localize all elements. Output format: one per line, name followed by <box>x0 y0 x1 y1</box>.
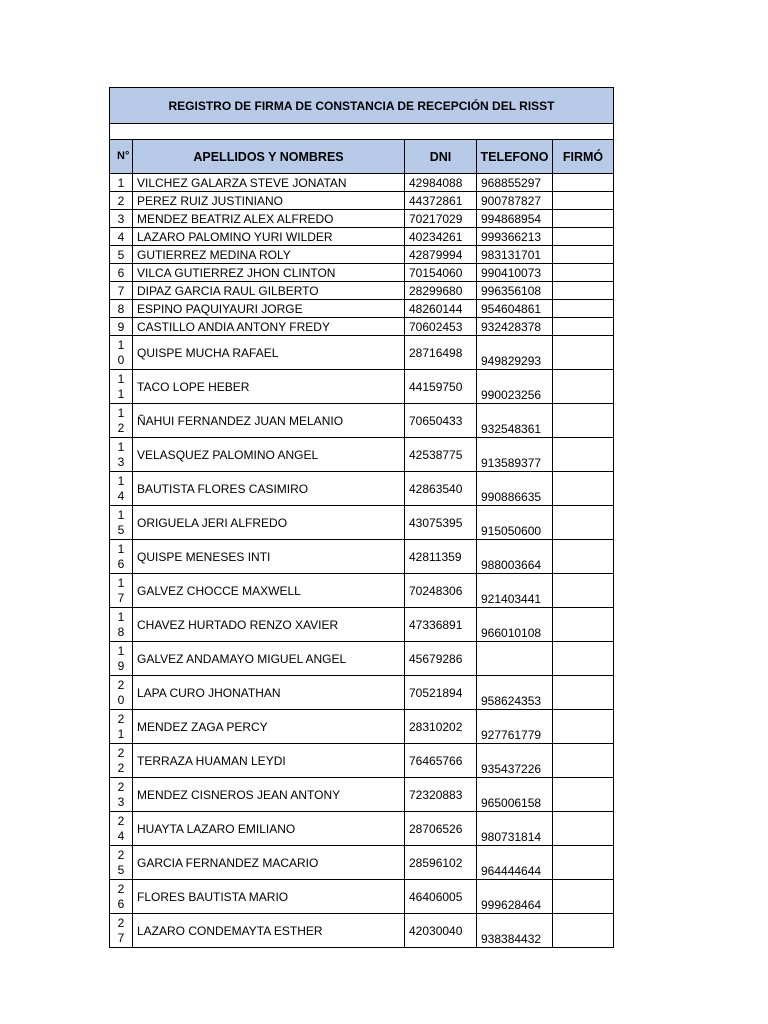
row-number-label: 26 <box>117 881 125 911</box>
row-dni: 28706526 <box>405 812 477 846</box>
row-name: QUISPE MENESES INTI <box>133 540 405 574</box>
row-number-label: 11 <box>117 371 125 401</box>
table-row <box>110 438 614 472</box>
row-signature <box>553 228 614 246</box>
table-row <box>110 540 614 574</box>
table-row <box>110 210 614 228</box>
row-dni: 28716498 <box>405 336 477 370</box>
row-number <box>110 282 133 300</box>
row-signature <box>553 282 614 300</box>
row-number <box>110 710 133 744</box>
table-row <box>110 318 614 336</box>
row-name: VILCHEZ GALARZA STEVE JONATAN <box>133 174 405 192</box>
row-phone: 966010108 <box>477 608 553 642</box>
row-number-label: 4 <box>117 229 125 244</box>
row-dni: 70650433 <box>405 404 477 438</box>
row-phone: 994868954 <box>477 210 553 228</box>
row-name: TERRAZA HUAMAN LEYDI <box>133 744 405 778</box>
row-number <box>110 540 133 574</box>
row-number-label: 24 <box>117 813 125 843</box>
row-dni: 42879994 <box>405 246 477 264</box>
table-row <box>110 676 614 710</box>
table-row <box>110 192 614 210</box>
row-signature <box>553 404 614 438</box>
row-phone: 954604861 <box>477 300 553 318</box>
row-number-label: 17 <box>117 575 125 605</box>
row-signature <box>553 880 614 914</box>
row-signature <box>553 914 614 948</box>
row-phone: 964444644 <box>477 846 553 880</box>
row-dni: 42863540 <box>405 472 477 506</box>
row-signature <box>553 846 614 880</box>
row-phone: 980731814 <box>477 812 553 846</box>
row-dni: 44372861 <box>405 192 477 210</box>
row-phone: 965006158 <box>477 778 553 812</box>
row-phone: 990410073 <box>477 264 553 282</box>
row-number-label: 15 <box>117 507 125 537</box>
row-number-label: 21 <box>117 711 125 741</box>
row-phone: 935437226 <box>477 744 553 778</box>
row-number-label: 6 <box>117 265 125 280</box>
row-signature <box>553 642 614 676</box>
table-title: REGISTRO DE FIRMA DE CONSTANCIA DE RECEPCIÓN DEL RISST <box>110 88 614 124</box>
spacer-row <box>110 124 614 140</box>
header-name: APELLIDOS Y NOMBRES <box>133 140 405 174</box>
row-signature <box>553 300 614 318</box>
row-phone: 996356108 <box>477 282 553 300</box>
row-number <box>110 174 133 192</box>
row-number <box>110 812 133 846</box>
table-row <box>110 880 614 914</box>
row-number <box>110 404 133 438</box>
registry-table <box>109 87 614 948</box>
row-signature <box>553 608 614 642</box>
row-signature <box>553 192 614 210</box>
row-name: LAZARO PALOMINO YURI WILDER <box>133 228 405 246</box>
table-row <box>110 506 614 540</box>
row-dni: 28310202 <box>405 710 477 744</box>
row-number <box>110 370 133 404</box>
row-name: HUAYTA LAZARO EMILIANO <box>133 812 405 846</box>
row-number-label: 12 <box>117 405 125 435</box>
row-name: GARCIA FERNANDEZ MACARIO <box>133 846 405 880</box>
row-number <box>110 228 133 246</box>
row-phone: 913589377 <box>477 438 553 472</box>
table-row <box>110 246 614 264</box>
row-dni: 48260144 <box>405 300 477 318</box>
row-number <box>110 336 133 370</box>
row-signature <box>553 370 614 404</box>
row-number <box>110 608 133 642</box>
row-signature <box>553 744 614 778</box>
row-signature <box>553 574 614 608</box>
row-dni: 44159750 <box>405 370 477 404</box>
row-phone: 999628464 <box>477 880 553 914</box>
row-name: TACO LOPE HEBER <box>133 370 405 404</box>
row-phone: 983131701 <box>477 246 553 264</box>
header-num <box>110 140 133 174</box>
row-number <box>110 676 133 710</box>
row-phone: 949829293 <box>477 336 553 370</box>
row-phone: 915050600 <box>477 506 553 540</box>
row-dni: 70602453 <box>405 318 477 336</box>
header-phone: TELEFONO <box>477 140 553 174</box>
row-name: LAPA CURO JHONATHAN <box>133 676 405 710</box>
row-name: GALVEZ ANDAMAYO MIGUEL ANGEL <box>133 642 405 676</box>
row-number <box>110 192 133 210</box>
row-signature <box>553 506 614 540</box>
row-number-label: 10 <box>117 337 125 367</box>
row-number <box>110 846 133 880</box>
row-number <box>110 642 133 676</box>
table-row <box>110 370 614 404</box>
row-number-label: 5 <box>117 247 125 262</box>
row-signature <box>553 264 614 282</box>
row-signature <box>553 318 614 336</box>
row-number-label: 27 <box>117 915 125 945</box>
table-row <box>110 336 614 370</box>
row-number-label: 16 <box>117 541 125 571</box>
row-signature <box>553 246 614 264</box>
table-row <box>110 472 614 506</box>
table-row <box>110 264 614 282</box>
row-number-label: 20 <box>117 677 125 707</box>
row-name: ORIGUELA JERI ALFREDO <box>133 506 405 540</box>
row-number <box>110 318 133 336</box>
row-number <box>110 472 133 506</box>
row-dni: 70154060 <box>405 264 477 282</box>
row-phone: 990023256 <box>477 370 553 404</box>
table-row <box>110 846 614 880</box>
row-name: DIPAZ GARCIA RAUL GILBERTO <box>133 282 405 300</box>
row-number-label: 1 <box>117 175 125 190</box>
row-dni: 42030040 <box>405 914 477 948</box>
title-row <box>110 88 614 124</box>
row-number-label: 14 <box>117 473 125 503</box>
row-number-label: 18 <box>117 609 125 639</box>
row-dni: 70248306 <box>405 574 477 608</box>
row-phone: 927761779 <box>477 710 553 744</box>
row-number-label: 19 <box>117 643 125 673</box>
row-phone: 921403441 <box>477 574 553 608</box>
table-row <box>110 710 614 744</box>
header-dni: DNI <box>405 140 477 174</box>
header-num-label: N° <box>117 150 130 162</box>
row-name: FLORES BAUTISTA MARIO <box>133 880 405 914</box>
row-phone: 990886635 <box>477 472 553 506</box>
row-name: VELASQUEZ PALOMINO ANGEL <box>133 438 405 472</box>
row-signature <box>553 210 614 228</box>
table-row <box>110 282 614 300</box>
table-row <box>110 574 614 608</box>
row-number-label: 25 <box>117 847 125 877</box>
table-row <box>110 608 614 642</box>
row-phone: 968855297 <box>477 174 553 192</box>
row-signature <box>553 540 614 574</box>
table-row <box>110 174 614 192</box>
row-phone: 932548361 <box>477 404 553 438</box>
row-number-label: 7 <box>117 283 125 298</box>
row-dni: 28299680 <box>405 282 477 300</box>
row-dni: 42811359 <box>405 540 477 574</box>
table-row <box>110 642 614 676</box>
row-signature <box>553 174 614 192</box>
row-number <box>110 574 133 608</box>
row-number <box>110 914 133 948</box>
row-phone <box>477 642 553 676</box>
row-phone: 900787827 <box>477 192 553 210</box>
row-name: CASTILLO ANDIA ANTONY FREDY <box>133 318 405 336</box>
row-phone: 988003664 <box>477 540 553 574</box>
row-phone: 938384432 <box>477 914 553 948</box>
row-number <box>110 246 133 264</box>
row-number <box>110 210 133 228</box>
row-dni: 76465766 <box>405 744 477 778</box>
row-dni: 47336891 <box>405 608 477 642</box>
table-row <box>110 778 614 812</box>
row-signature <box>553 676 614 710</box>
row-dni: 42984088 <box>405 174 477 192</box>
spacer-cell <box>110 124 614 140</box>
table-row <box>110 744 614 778</box>
row-signature <box>553 778 614 812</box>
row-number-label: 2 <box>117 193 125 208</box>
row-signature <box>553 336 614 370</box>
row-name: VILCA GUTIERREZ JHON CLINTON <box>133 264 405 282</box>
row-number-label: 22 <box>117 745 125 775</box>
row-name: GALVEZ CHOCCE MAXWELL <box>133 574 405 608</box>
row-number <box>110 300 133 318</box>
row-dni: 45679286 <box>405 642 477 676</box>
row-number <box>110 880 133 914</box>
table-row <box>110 812 614 846</box>
row-name: GUTIERREZ MEDINA ROLY <box>133 246 405 264</box>
row-signature <box>553 710 614 744</box>
row-name: ESPINO PAQUIYAURI JORGE <box>133 300 405 318</box>
row-number <box>110 438 133 472</box>
row-signature <box>553 438 614 472</box>
row-phone: 999366213 <box>477 228 553 246</box>
table-row <box>110 228 614 246</box>
row-number-label: 9 <box>117 319 125 334</box>
row-phone: 932428378 <box>477 318 553 336</box>
row-name: ÑAHUI FERNANDEZ JUAN MELANIO <box>133 404 405 438</box>
row-number <box>110 506 133 540</box>
row-name: MENDEZ CISNEROS JEAN ANTONY <box>133 778 405 812</box>
row-dni: 28596102 <box>405 846 477 880</box>
row-name: BAUTISTA FLORES CASIMIRO <box>133 472 405 506</box>
row-name: MENDEZ BEATRIZ ALEX ALFREDO <box>133 210 405 228</box>
row-number <box>110 264 133 282</box>
row-dni: 70521894 <box>405 676 477 710</box>
row-name: MENDEZ ZAGA PERCY <box>133 710 405 744</box>
header-signed: FIRMÓ <box>553 140 614 174</box>
row-name: CHAVEZ HURTADO RENZO XAVIER <box>133 608 405 642</box>
row-number-label: 8 <box>117 301 125 316</box>
row-name: LAZARO CONDEMAYTA ESTHER <box>133 914 405 948</box>
header-row <box>110 140 614 174</box>
row-dni: 72320883 <box>405 778 477 812</box>
row-name: PEREZ RUIZ JUSTINIANO <box>133 192 405 210</box>
row-dni: 43075395 <box>405 506 477 540</box>
row-number-label: 3 <box>117 211 125 226</box>
row-dni: 42538775 <box>405 438 477 472</box>
row-name: QUISPE MUCHA RAFAEL <box>133 336 405 370</box>
row-dni: 40234261 <box>405 228 477 246</box>
table-row <box>110 404 614 438</box>
row-dni: 70217029 <box>405 210 477 228</box>
row-number-label: 23 <box>117 779 125 809</box>
row-number <box>110 778 133 812</box>
row-number <box>110 744 133 778</box>
row-dni: 46406005 <box>405 880 477 914</box>
table-row <box>110 300 614 318</box>
row-number-label: 13 <box>117 439 125 469</box>
table-row <box>110 914 614 948</box>
row-signature <box>553 812 614 846</box>
row-phone: 958624353 <box>477 676 553 710</box>
row-signature <box>553 472 614 506</box>
